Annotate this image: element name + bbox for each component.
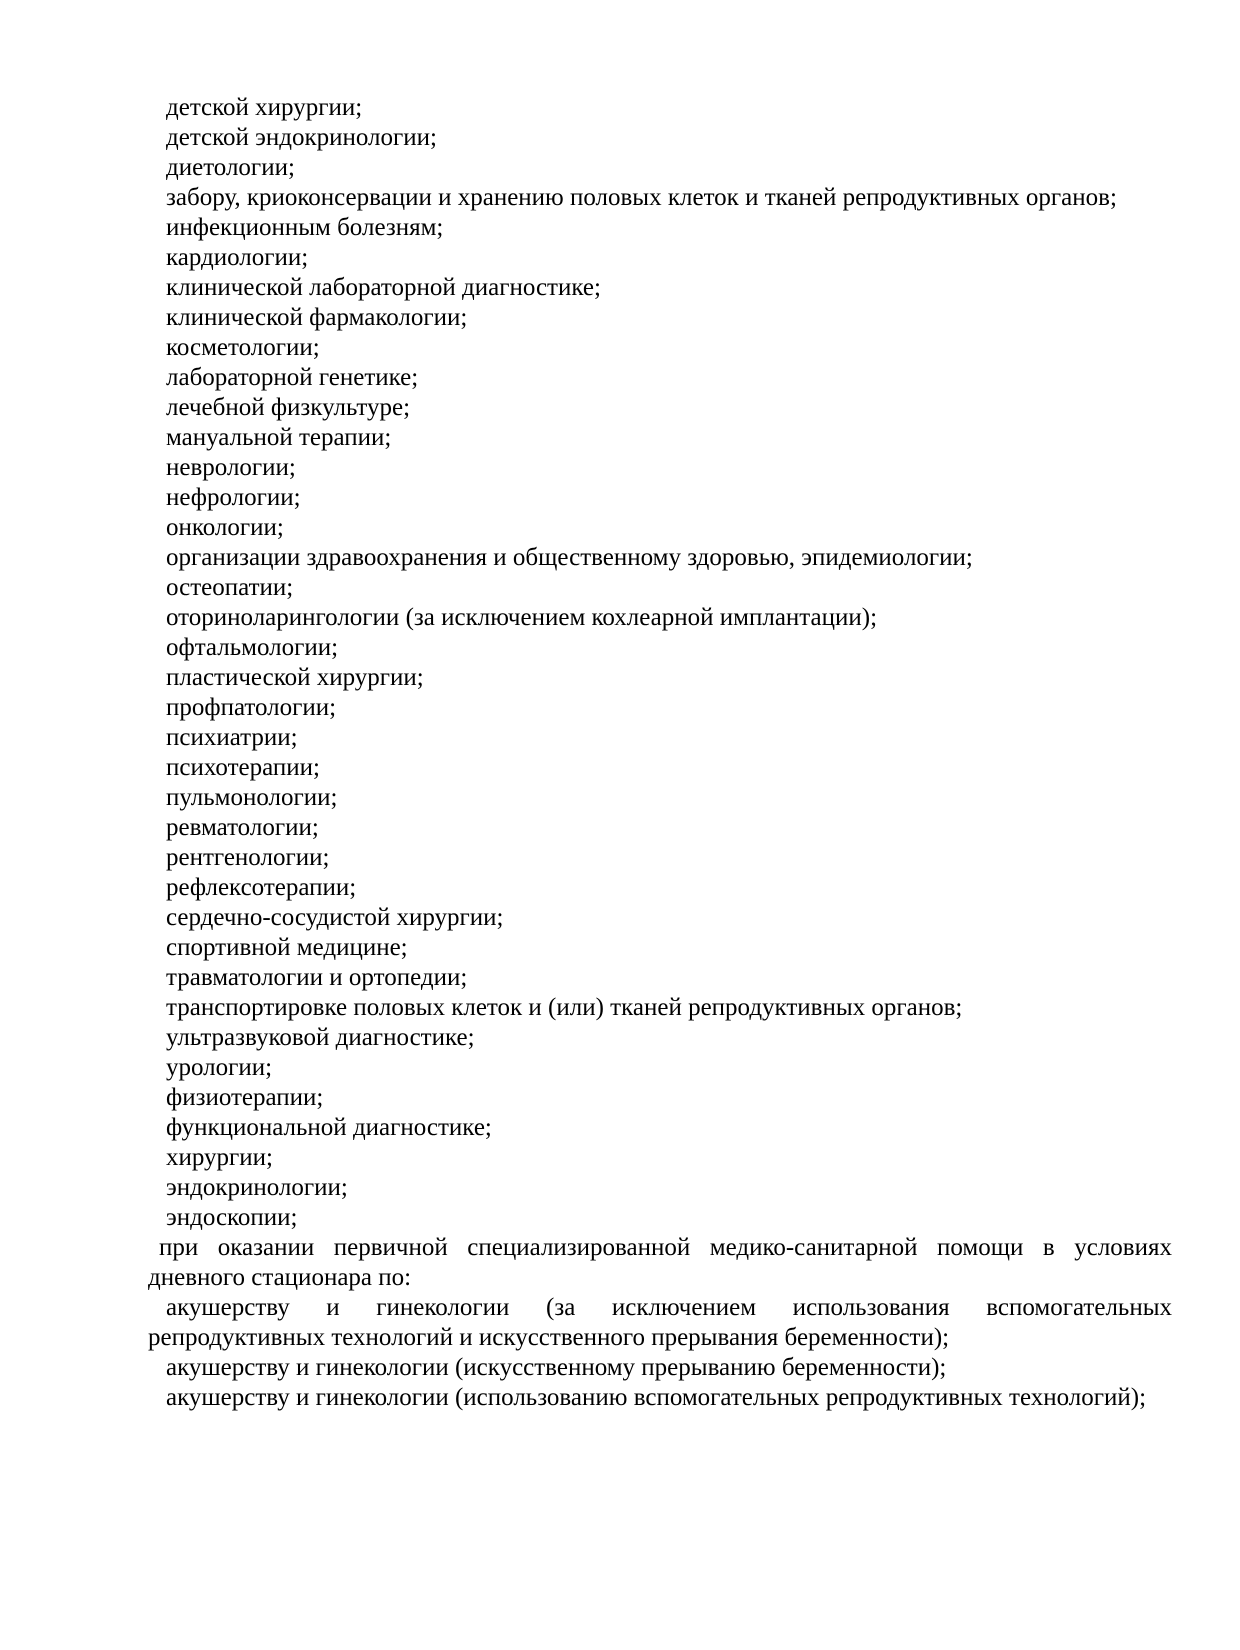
day-hospital-specialty-list [148, 1293, 1172, 1413]
specialty-item: лабораторной генетике; [166, 364, 419, 391]
specialty-item: акушерству и гинекологии (использованию вспомогательных репродуктивных технологий); [166, 1384, 1147, 1411]
day-hospital-intro-paragraph: при оказании первичной специализированной медико-санитарной помощи в условиях дневного стационара по: [148, 1234, 1172, 1291]
specialty-item: забору, криоконсервации и хранению половых клеток и тканей репродуктивных органов; [166, 184, 1117, 211]
specialty-item: диетологии; [166, 154, 295, 181]
specialty-item: онкологии; [166, 514, 284, 541]
specialty-item: травматологии и ортопедии; [166, 964, 468, 991]
specialty-item: транспортировке половых клеток и (или) тканей репродуктивных органов; [166, 994, 963, 1021]
specialty-item: неврологии; [166, 454, 296, 481]
specialty-item: организации здравоохранения и общественному здоровью, эпидемиологии; [166, 544, 973, 571]
specialty-item: клинической лабораторной диагностике; [166, 274, 601, 301]
specialty-item: психотерапии; [166, 754, 320, 781]
specialty-item: ревматологии; [166, 814, 319, 841]
specialty-item: детской хирургии; [166, 94, 363, 121]
specialty-item: хирургии; [166, 1144, 274, 1171]
specialty-item: рентгенологии; [166, 844, 330, 871]
specialty-item: детской эндокринологии; [166, 124, 437, 151]
specialty-item: спортивной медицине; [166, 934, 408, 961]
specialty-item: оториноларингологии (за исключением кохлеарной имплантации); [166, 604, 878, 631]
specialty-item: косметологии; [166, 334, 320, 361]
specialty-item: ультразвуковой диагностике; [166, 1024, 475, 1051]
specialty-item: лечебной физкультуре; [166, 394, 411, 421]
specialty-item: рефлексотерапии; [166, 874, 357, 901]
specialty-item: клинической фармакологии; [166, 304, 468, 331]
specialty-item: пульмонологии; [166, 784, 338, 811]
specialty-item: акушерству и гинекологии (за исключением использования вспомогательных репродуктивных технологий и искусственного прерывания беременности); [148, 1294, 1172, 1351]
specialty-item: пластической хирургии; [166, 664, 424, 691]
specialty-item: функциональной диагностике; [166, 1114, 492, 1141]
specialty-item: офтальмологии; [166, 634, 339, 661]
specialty-item: профпатологии; [166, 694, 337, 721]
document-text-block [148, 93, 1172, 1413]
specialty-item: эндоскопии; [166, 1204, 298, 1231]
specialty-item: мануальной терапии; [166, 424, 392, 451]
specialty-item: психиатрии; [166, 724, 298, 751]
specialty-item: акушерству и гинекологии (искусственному прерыванию беременности); [166, 1354, 947, 1381]
specialty-item: сердечно-сосудистой хирургии; [166, 904, 504, 931]
specialty-item: кардиологии; [166, 244, 309, 271]
specialty-item: эндокринологии; [166, 1174, 348, 1201]
specialty-item: физиотерапии; [166, 1084, 324, 1111]
specialty-item: инфекционным болезням; [166, 214, 444, 241]
specialty-list-continued [148, 93, 1172, 1233]
specialty-item: урологии; [166, 1054, 273, 1081]
specialty-item: остеопатии; [166, 574, 294, 601]
specialty-item: нефрологии; [166, 484, 301, 511]
